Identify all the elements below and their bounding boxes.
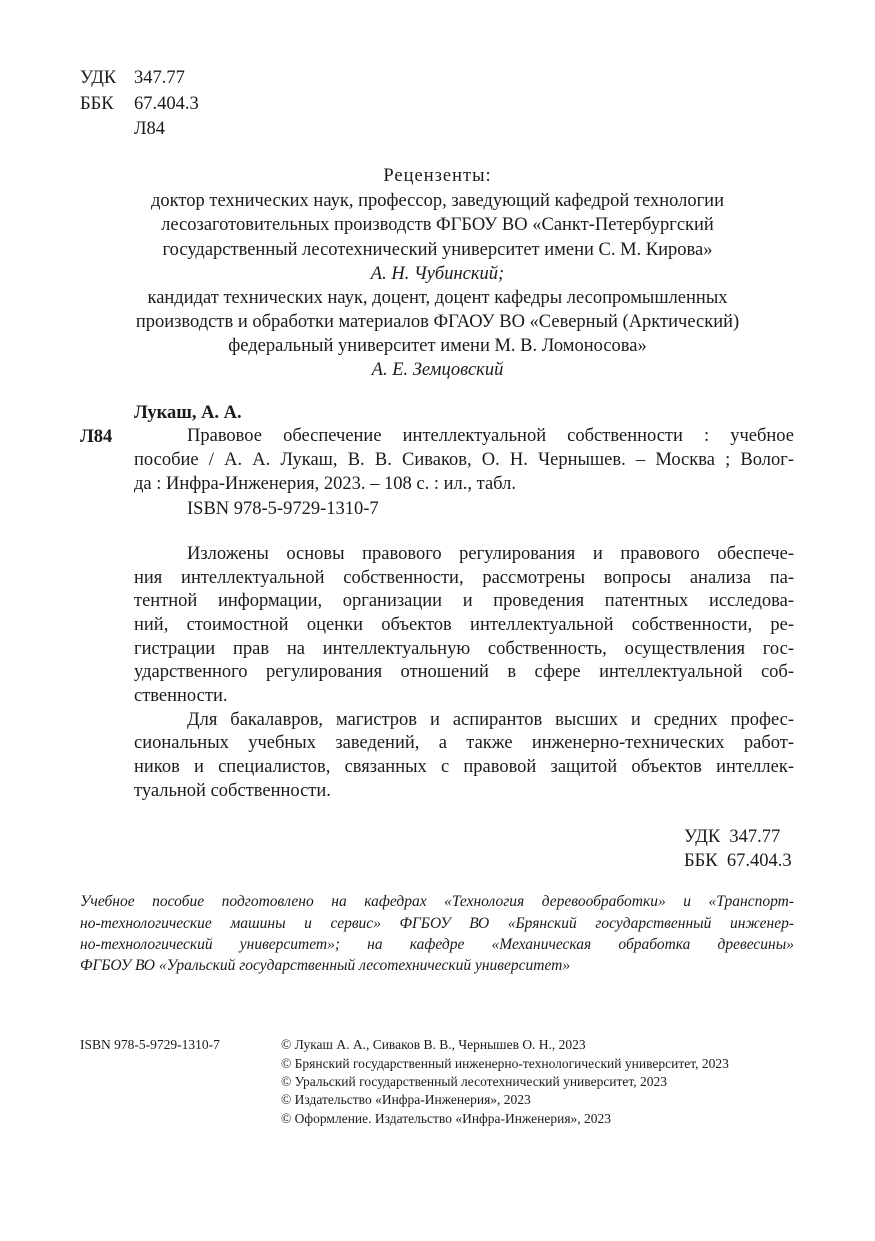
udk-right: УДК 347.77 <box>684 827 781 847</box>
abstract-line: ний, стоимостной оценки объектов интеллектуальной собственности, ре- <box>134 615 794 635</box>
udk-label: УДК <box>80 68 117 88</box>
bibliographic-line: Правовое обеспечение интеллектуальной собственности : учебное <box>187 426 794 446</box>
imprint-isbn: ISBN 978-5-9729-1310-7 <box>80 1037 220 1052</box>
reviewers-heading: Рецензенты: <box>383 166 492 186</box>
audience-line: туальной собственности. <box>134 781 331 801</box>
reviewer-1-line: лесозаготовительных производств ФГБОУ ВО «Санкт-Петербургский <box>161 215 714 235</box>
preparation-note-line: но-технологические машины и сервис» ФГБОУ ВО «Брянский государственный инженер- <box>80 915 794 932</box>
abstract-line: ния интеллектуальной собственности, рассмотрены вопросы анализа па- <box>134 568 794 588</box>
copyright-line: © Лукаш А. А., Сиваков В. В., Чернышев О. Н., 2023 <box>281 1037 586 1052</box>
reviewer-2-line: кандидат технических наук, доцент, доцент кафедры лесопромышленных <box>147 288 728 308</box>
copyright-line: © Издательство «Инфра-Инженерия», 2023 <box>281 1092 531 1107</box>
audience-line: сиональных учебных заведений, а также инженерно-технических работ- <box>134 733 794 753</box>
copyright-line: © Уральский государственный лесотехнический университет, 2023 <box>281 1074 668 1089</box>
abstract-line: гистрации прав на интеллектуальную собственность, осуществления гос- <box>134 639 794 659</box>
copyright-line: © Оформление. Издательство «Инфра-Инженерия», 2023 <box>281 1111 612 1126</box>
copyright-line: © Брянский государственный инженерно-технологический университет, 2023 <box>281 1056 729 1071</box>
reviewer-2-name: А. Е. Земцовский <box>371 360 504 380</box>
abstract-line: тентной информации, организации и проведения патентных исследова- <box>134 591 794 611</box>
bbk-code: 67.404.3 <box>134 94 199 114</box>
reviewer-2-line: федеральный университет имени М. В. Ломоносова» <box>228 336 647 356</box>
preparation-note-line: но-технологический университет»; на кафедре «Механическая обработка древесины» <box>80 936 794 953</box>
abstract-line: Изложены основы правового регулирования и правового обеспече- <box>187 544 794 564</box>
bbk-label: ББК <box>80 94 114 114</box>
preparation-note-line: ФГБОУ ВО «Уральский государственный лесотехнический университет» <box>80 957 571 974</box>
reviewer-1-name: А. Н. Чубинский; <box>370 264 505 284</box>
bibliographic-isbn: ISBN 978-5-9729-1310-7 <box>187 499 379 519</box>
book-author: Лукаш, А. А. <box>134 403 242 423</box>
reviewer-2-line: производств и обработки материалов ФГАОУ ВО «Северный (Арктический) <box>135 312 740 332</box>
abstract-line: ударственного регулирования отношений в сфере интеллектуальной соб- <box>134 662 794 682</box>
bbk-right: ББК 67.404.3 <box>684 851 792 871</box>
reviewer-1-line: доктор технических наук, профессор, заведующий кафедрой технологии <box>151 191 724 211</box>
preparation-note-line: Учебное пособие подготовлено на кафедрах «Технология деревообработки» и «Транспорт- <box>80 893 794 910</box>
author-mark: Л84 <box>134 119 166 139</box>
bibliographic-line: пособие / А. А. Лукаш, В. В. Сиваков, О. Н. Чернышев. – Москва ; Волог- <box>134 450 794 470</box>
abstract-line: ственности. <box>134 686 228 706</box>
bibliographic-mark: Л84 <box>80 427 113 447</box>
udk-code: 347.77 <box>134 68 185 88</box>
reviewer-1-line: государственный лесотехнический университет имени С. М. Кирова» <box>162 240 713 260</box>
bibliographic-line: да : Инфра-Инженерия, 2023. – 108 с. : ил., табл. <box>134 474 516 494</box>
audience-line: Для бакалавров, магистров и аспирантов высших и средних профес- <box>187 710 794 730</box>
audience-line: ников и специалистов, связанных с правовой защитой объектов интеллек- <box>134 757 794 777</box>
